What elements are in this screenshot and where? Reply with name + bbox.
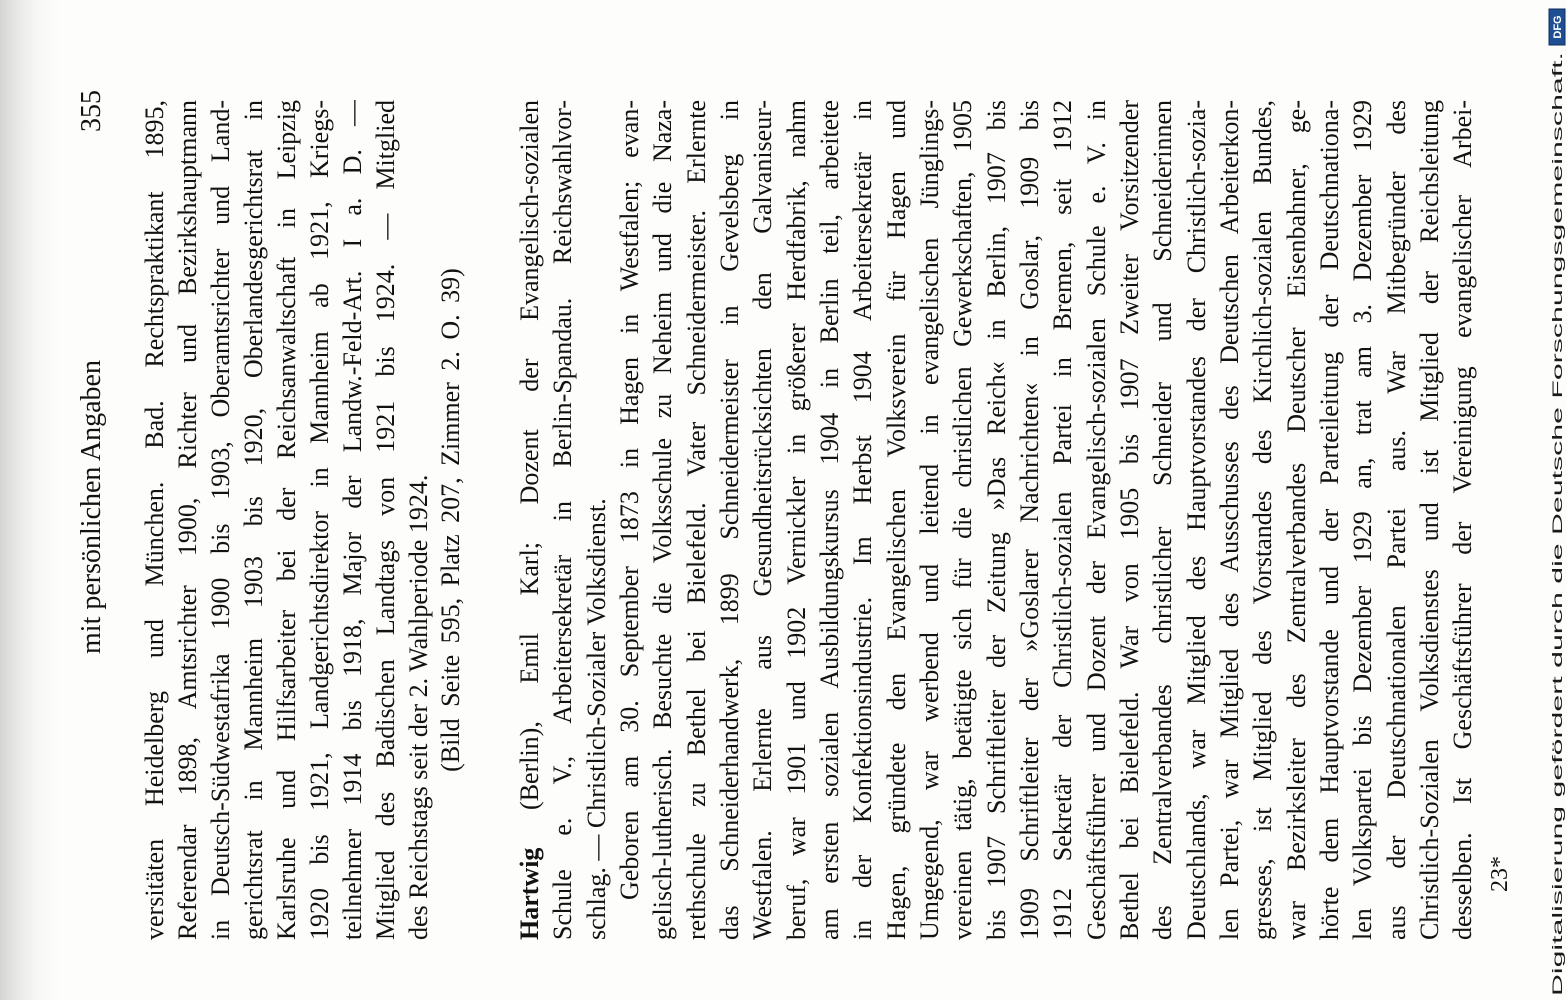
dfg-logo (1549, 9, 1565, 45)
dfg-logo-text: DFG (1552, 15, 1564, 39)
biography-line: Deutschlands, war Mitglied des Hauptvorstandes der Christlich-sozia- (1181, 100, 1211, 940)
biography-line: gelisch-lutherisch. Besuchte die Volksschule zu Neheim und die Naza- (648, 100, 678, 940)
biography-line: vereinen tätig, betätigte sich für die christlichen Gewerkschaften, 1905 (948, 100, 978, 940)
text-line: des Reichstags seit der 2. Wahlperiode 1924. (404, 474, 433, 940)
biography-line: Geboren am 30. September 1873 in Hagen in Westfalen; evan- (614, 100, 644, 900)
text-line: versitäten Heidelberg und München. Bad. Rechtspraktikant 1895, (140, 100, 169, 940)
member-entry (513, 100, 1480, 940)
biography-line: war Bezirksleiter des Zentralverbandes Deutscher Eisenbahner, ge- (1281, 100, 1311, 940)
page-number: 355 (76, 90, 107, 132)
digitization-notice (1547, 6, 1567, 996)
biography-line: das Schneiderhandwerk, 1899 Schneidermeister in Gevelsberg in (714, 100, 744, 940)
signature-mark: 23* (1487, 856, 1513, 892)
biography-line: 1912 Sekretär der Christlich-sozialen Partei in Bremen, seit 1912 (1048, 100, 1078, 940)
text-line: Mitglied des Badischen Landtags von 1921 bis 1924. — Mitglied (371, 100, 400, 940)
text-line: Karlsruhe und Hilfsarbeiter bei der Reichsanwaltschaft in Leipzig (272, 100, 301, 940)
biography-line: hörte dem Hauptvorstande und der Parteileitung der Deutschnationa- (1314, 100, 1344, 940)
entry-heading-line: schlag. — Christlich-Sozialer Volksdienst. (581, 498, 611, 940)
biography-line: Geschäftsführer und Dozent der Evangelisch-sozialen Schule e. V. in (1081, 100, 1111, 940)
member-name: Hartwig (515, 847, 544, 940)
entry-heading-text: (Berlin), Emil Karl; Dozent der Evangelisch-sozialen (515, 100, 544, 810)
biography-line: Hagen, gründete den Evangelischen Volksverein für Hagen und (881, 100, 911, 940)
running-head-title: mit persönlichen Angaben (76, 360, 107, 654)
text-line: teilnehmer 1914 bis 1918, Major der Landw.-Feld-Art. I a. D. — (338, 100, 367, 940)
text-line: Referendar 1898, Amtsrichter 1900, Richter und Bezirkshauptmann (173, 100, 202, 940)
biography-line: des Zentralverbandes christlicher Schneider und Schneiderinnen (1148, 100, 1178, 940)
text-line: gerichtsrat in Mannheim 1903 bis 1920, Oberlandesgerichtsrat in (239, 100, 268, 940)
digitization-notice-text: Digitalisierung gefördert durch die Deutsche Forschungsgemeinschaft. (1549, 559, 1565, 996)
photo-reference: (Bild Seite 595, Platz 207, Zimmer 2. O. 39) (436, 268, 465, 772)
biography-line: Umgegend, war werbend und leitend in evangelischen Jünglings- (914, 100, 944, 940)
biography-line: am ersten sozialen Ausbildungskursus 1904 in Berlin teil, arbeitete (814, 100, 844, 940)
continued-entry-paragraph (138, 100, 435, 940)
biography-line: desselben. Ist Geschäftsführer der Vereinigung evangelischer Arbei- (1448, 100, 1478, 940)
biography-line: Westfalen. Erlernte aus Gesundheitsrücksichten den Galvaniseur- (748, 100, 778, 940)
biography-line: bis 1907 Schriftleiter der Zeitung »Das Reich« in Berlin, 1907 bis (981, 100, 1011, 940)
biography-line: rethschule zu Bethel bei Bielefeld. Vater Schneidermeister. Erlernte (681, 100, 711, 940)
biography-line: 1909 Schriftleiter der »Goslarer Nachrichten« in Goslar, 1909 bis (1014, 100, 1044, 940)
biography-line: gresses, ist Mitglied des Vorstandes des Kirchlich-sozialen Bundes, (1248, 100, 1278, 940)
biography-line: len Partei, war Mitglied des Ausschusses des Deutschen Arbeiterkon- (1214, 100, 1244, 940)
text-line: in Deutsch-Südwestafrika 1900 bis 1903, Oberamtsrichter und Land- (206, 100, 235, 940)
biography-line: Christlich-Sozialen Volksdienstes und ist Mitglied der Reichsleitung (1414, 100, 1444, 940)
biography-line: beruf, war 1901 und 1902 Vernickler in größerer Herdfabrik, nahm (781, 100, 811, 940)
text-line: 1920 bis 1921, Landgerichtsdirektor in Mannheim ab 1921, Kriegs- (305, 100, 334, 940)
biography-line: Bethel bei Bielefeld. War von 1905 bis 1907 Zweiter Vorsitzender (1114, 100, 1144, 940)
entry-heading-line (513, 100, 546, 940)
running-head (75, 0, 109, 1000)
biography-line: in der Konfektionsindustrie. Im Herbst 1904 Arbeitersekretär in (848, 100, 878, 940)
biography-line: len Volkspartei bis Dezember 1929 an, trat am 3. Dezember 1929 (1348, 100, 1378, 940)
biography-line: aus der Deutschnationalen Partei aus. War Mitbegründer des (1381, 100, 1411, 940)
entry-heading-line: Schule e. V., Arbeitersekretär in Berlin-Spandau. Reichswahlvor- (548, 100, 578, 940)
